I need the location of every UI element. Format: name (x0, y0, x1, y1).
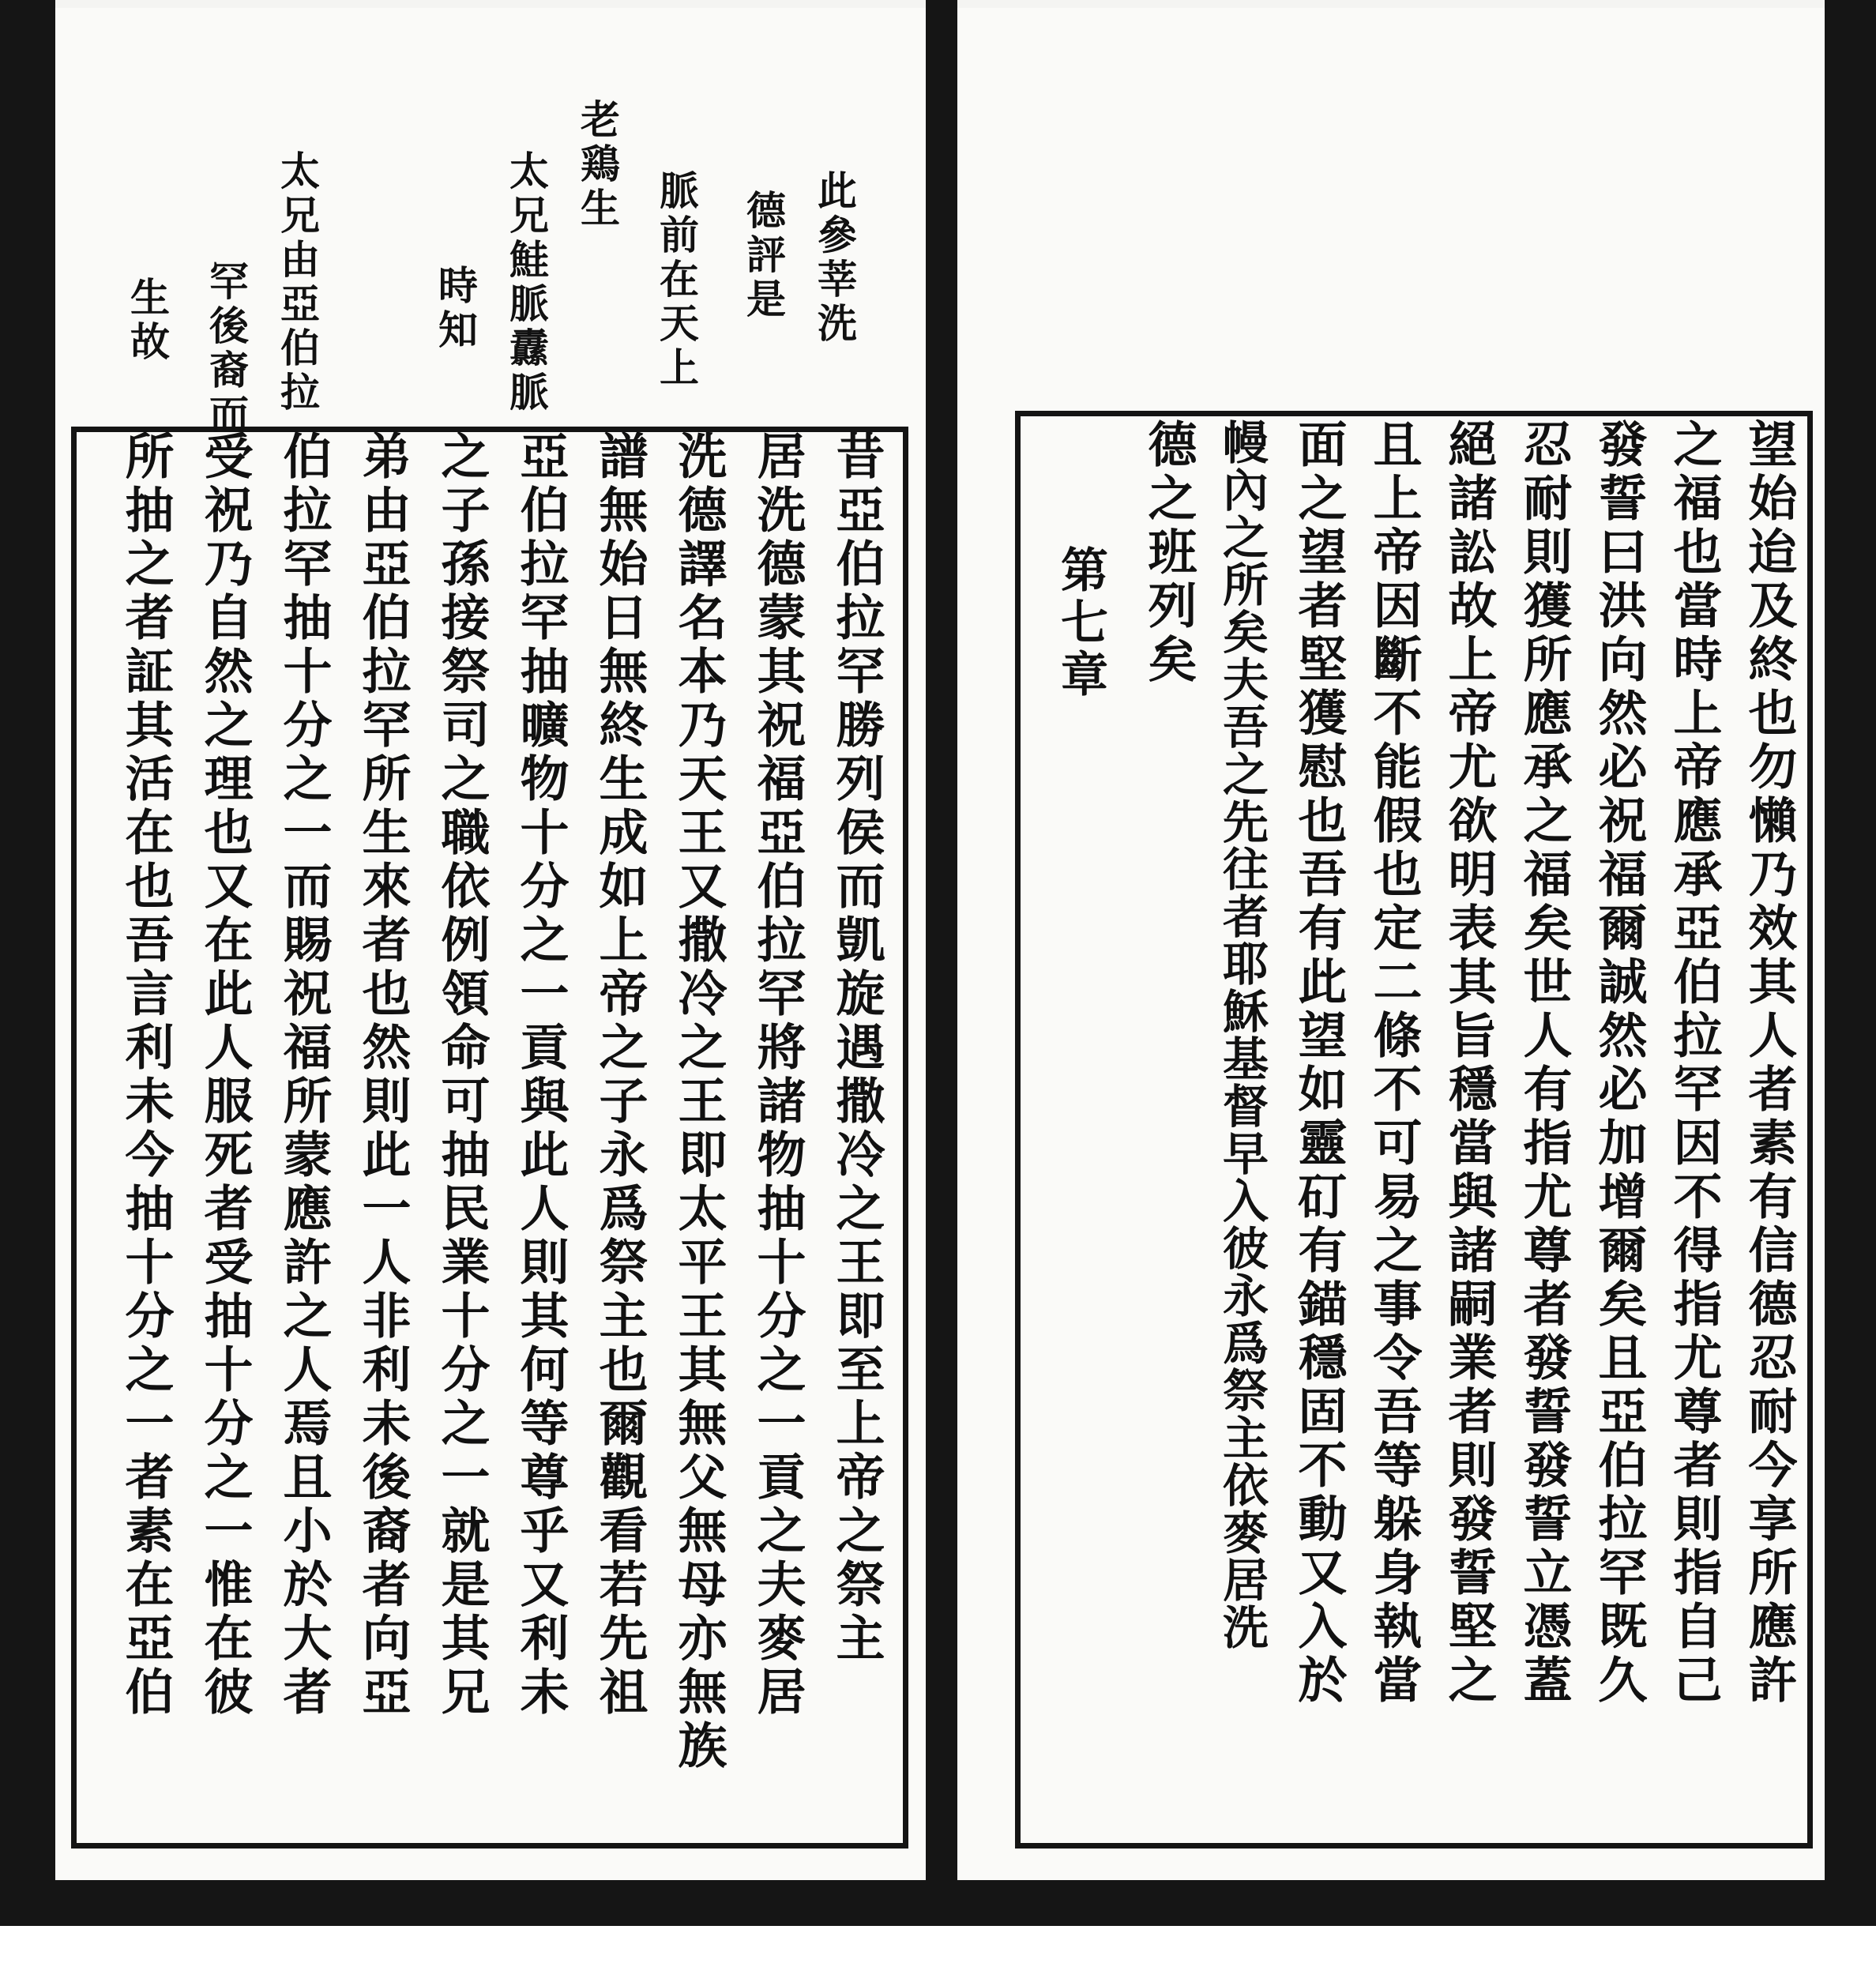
right-page-edge (1825, 0, 1876, 1926)
bottom-page-edge (0, 1880, 1876, 1926)
left-note-5: 太兄鮭脈纛脈 (503, 150, 550, 416)
left-text-column-1: 昔亞伯拉罕勝列侯而凱旋遇撒冷之王即至上帝之祭主 (828, 431, 885, 1666)
left-note-4: 時知 (432, 265, 479, 353)
left-note-9: 生故 (124, 276, 171, 365)
left-note-2: 德評是 (740, 190, 787, 322)
right-text-column-6: 且上帝因斷不能假也定二條不可易之事令吾等躲身執當 (1365, 419, 1423, 1708)
left-text-column-5: 亞伯拉罕抽曠物十分之一貢與此人則其何等尊乎又利未 (512, 431, 570, 1720)
right-text-column-8: 幔內之所矣夫吾之先往者耶穌基督早入彼永爲祭主依麥居洗 (1215, 419, 1269, 1651)
left-note-6: 老鶏生 (574, 99, 621, 231)
left-text-column-9: 受祝乃自然之理也又在此人服死者受抽十分之一惟在彼 (196, 431, 254, 1720)
right-text-column-9: 德之班列矣 (1140, 419, 1197, 687)
left-text-column-4: 譜無始日無終生成如上帝之子永爲祭主也爾觀看若先祖 (591, 431, 649, 1720)
left-note-7: 太兄由亞伯拉 (274, 150, 321, 416)
left-note-8: 罕後裔而 (203, 261, 250, 438)
right-text-column-5: 絕諸訟故上帝尤欲明表其旨穩當與諸嗣業者則發誓堅之 (1440, 419, 1498, 1708)
left-page-edge (0, 0, 55, 1926)
right-text-column-2: 之福也當時上帝應承亞伯拉罕因不得指尤尊者則指自己 (1665, 419, 1723, 1708)
left-text-column-3: 洗德譯名本乃天王又撒冷之王即太平王其無父無母亦無族 (670, 431, 727, 1773)
right-text-column-1: 望始迨及終也勿懶乃效其人者素有信德忍耐今享所應許 (1740, 419, 1798, 1708)
right-text-column-4: 忍耐則獲所應承之福矣世人有指尤尊者發誓發誓立憑蓋 (1515, 419, 1573, 1708)
left-text-column-2: 居洗德蒙其祝福亞伯拉罕將諸物抽十分之一貢之夫麥居 (749, 431, 806, 1720)
left-note-1: 此參莘洗 (811, 170, 858, 347)
center-gutter (926, 0, 957, 1926)
left-note-3: 脈前在天上 (653, 170, 700, 391)
right-text-column-3: 發誓曰洪向然必祝福爾誠然必加增爾矣且亞伯拉罕既久 (1590, 419, 1648, 1708)
left-text-column-7: 弟由亞伯拉罕所生來者也然則此一人非利未後裔者向亞 (354, 431, 412, 1720)
right-text-column-7: 面之望者堅獲慰也吾有此望如靈矴有錨穩固不動又入於 (1290, 419, 1348, 1708)
left-text-column-8: 伯拉罕抽十分之一而賜祝福所蒙應許之人焉且小於大者 (275, 431, 333, 1720)
chapter-heading: 第七章 (1053, 545, 1108, 701)
left-text-column-6: 之子孫接祭司之職依例領命可抽民業十分之一就是其兄 (433, 431, 491, 1720)
left-text-column-10: 所抽之者証其活在也吾言利未今抽十分之一者素在亞伯 (117, 431, 175, 1720)
